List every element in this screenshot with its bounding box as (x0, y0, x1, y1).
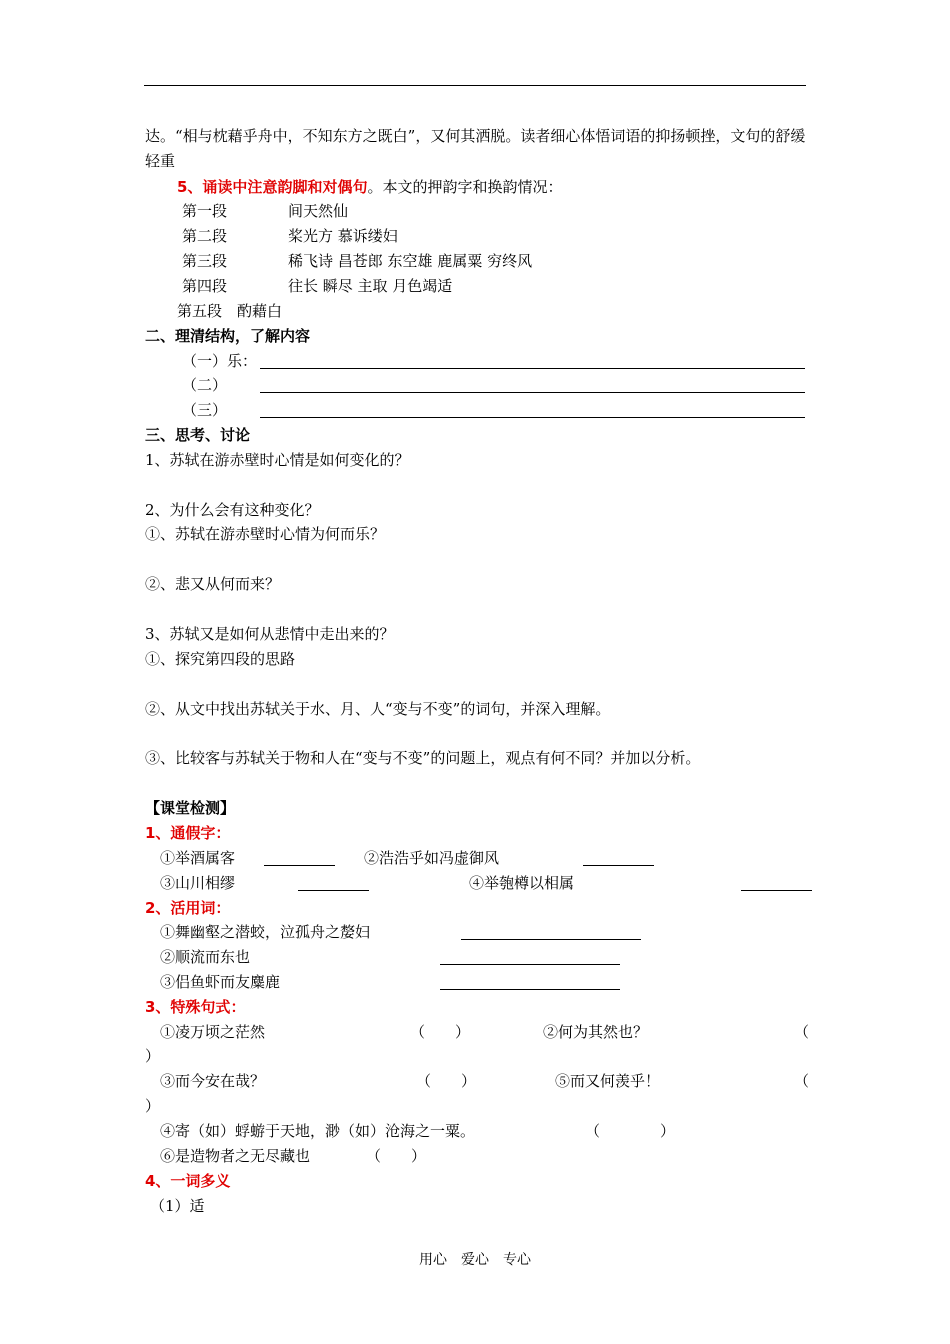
rhyme-heading-rest: 。本文的押韵字和换韵情况： (367, 178, 563, 196)
exercise-item: ③山川相缪 (160, 874, 236, 892)
exercise-item: ③侣鱼虾而友麋鹿 (160, 973, 281, 991)
question: 3、苏轼又是如何从悲情中走出来的？ (145, 625, 395, 643)
answer-blank[interactable] (741, 890, 812, 891)
rhyme-row-words: 间天然仙 (288, 202, 349, 220)
exercise-item: ④寄（如）蜉蝣于天地，渺（如）沧海之一粟。 (160, 1122, 476, 1140)
answer-blank[interactable] (583, 865, 654, 866)
exercise-item: ①举酒属客 (160, 849, 236, 867)
exercise-item: ②顺流而东也 (160, 948, 251, 966)
answer-blank[interactable] (298, 890, 369, 891)
intro-paragraph: 达。“相与枕藉乎舟中，不知东方之既白”，又何其洒脱。读者细心体悟词语的抑扬顿挫，文句的舒缓轻重 (145, 127, 806, 170)
page-footer: 用心 爱心 专心 (419, 1252, 531, 1268)
answer-line[interactable] (260, 368, 805, 369)
rhyme-row-label: 第一段 (182, 202, 228, 220)
rhyme-row-label: 第四段 (182, 277, 228, 295)
exercise-item: ⑤而又何羡乎！ (555, 1072, 661, 1090)
question: 1、苏轼在游赤壁时心情是如何变化的？ (145, 451, 410, 469)
rhyme-row-label: 第二段 (182, 227, 228, 245)
structure-item: （一）乐： (182, 352, 258, 370)
huoyongci-heading: 2、活用词： (145, 899, 231, 917)
answer-parentheses[interactable]: （ ） (366, 1147, 427, 1165)
answer-line[interactable] (260, 417, 805, 418)
exercise-item: （1）适 (150, 1197, 205, 1215)
header-rule (144, 85, 806, 86)
rhyme-row-words: 往长 瞬尽 主取 月色竭适 (288, 277, 453, 295)
answer-paren-open[interactable]: （ (794, 1072, 810, 1090)
rhyme-row-words: 稀飞诗 昌苍郎 东空雄 鹿属粟 穷终风 (288, 252, 533, 270)
rhyme-row-label: 第三段 (182, 252, 228, 270)
sub-question: ①、苏轼在游赤壁时心情为何而乐？ (145, 525, 386, 543)
answer-parentheses[interactable]: （ ） (416, 1072, 477, 1090)
answer-paren-close: ） (145, 1097, 161, 1115)
sub-question: ②、悲又从何而来？ (145, 575, 281, 593)
answer-parentheses[interactable]: （ ） (410, 1023, 471, 1041)
check-heading: 【课堂检测】 (145, 799, 236, 817)
sub-question: ①、探究第四段的思路 (145, 650, 296, 668)
exercise-item: ⑥是造物者之无尽藏也 (160, 1147, 311, 1165)
discussion-heading: 三、思考、讨论 (145, 426, 251, 444)
answer-blank[interactable] (461, 939, 641, 940)
structure-item: （二） (182, 376, 228, 394)
sub-question: ③、比较客与苏轼关于物和人在“变与不变”的问题上，观点有何不同？并加以分析。 (145, 749, 701, 767)
exercise-item: ①凌万顷之茫然 (160, 1023, 266, 1041)
answer-blank[interactable] (440, 964, 620, 965)
answer-parentheses[interactable]: （ ） (585, 1122, 676, 1140)
exercise-item: ②浩浩乎如冯虚御风 (364, 849, 500, 867)
structure-item: （三） (182, 401, 228, 419)
rhyme-row-words: 酌藉白 (237, 302, 283, 320)
exercise-item: ④举匏樽以相属 (469, 874, 575, 892)
tongjiazi-heading: 1、通假字： (145, 824, 231, 842)
answer-paren-open[interactable]: （ (794, 1023, 810, 1041)
teshujushi-heading: 3、特殊句式： (145, 998, 246, 1016)
rhyme-heading (177, 177, 562, 197)
answer-blank[interactable] (264, 865, 335, 866)
structure-heading: 二、理清结构，了解内容 (145, 327, 311, 345)
rhyme-row-words: 桨光方 慕诉缕妇 (288, 227, 398, 245)
question: 2、为什么会有这种变化？ (145, 501, 320, 519)
rhyme-heading-emphasis: 5、诵读中注意韵脚和对偶句 (177, 178, 368, 196)
rhyme-row-label: 第五段 (177, 302, 223, 320)
exercise-item: ③而今安在哉？ (160, 1072, 266, 1090)
answer-line[interactable] (260, 392, 805, 393)
answer-paren-close: ） (145, 1047, 161, 1065)
yiciduoyi-heading: 4、一词多义 (145, 1172, 231, 1190)
exercise-item: ②何为其然也？ (543, 1023, 649, 1041)
answer-blank[interactable] (440, 989, 620, 990)
sub-question: ②、从文中找出苏轼关于水、月、人“变与不变”的词句，并深入理解。 (145, 700, 611, 718)
exercise-item: ①舞幽壑之潜蛟，泣孤舟之嫠妇 (160, 923, 371, 941)
